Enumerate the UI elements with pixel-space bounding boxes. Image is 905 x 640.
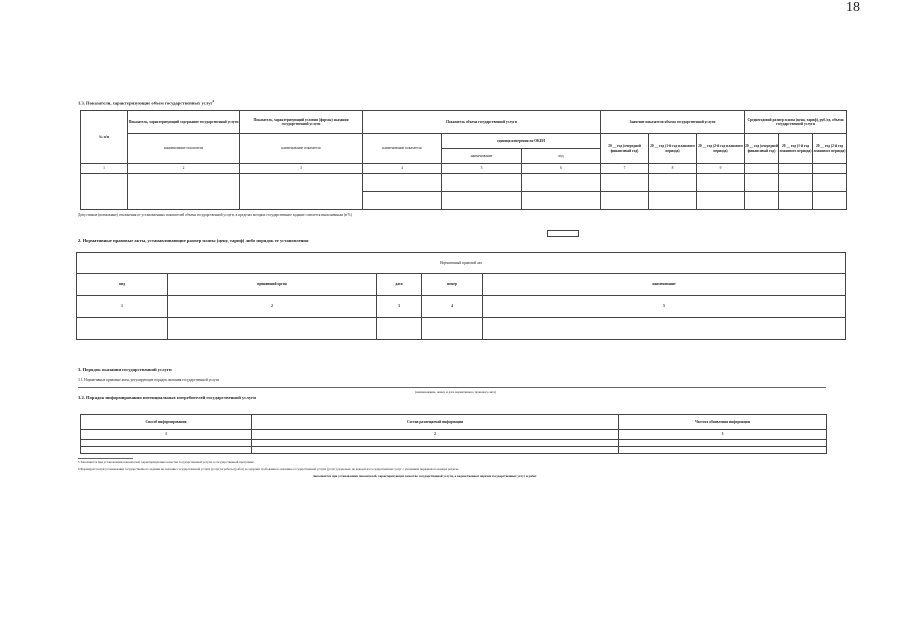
data-cell <box>252 447 619 454</box>
th-value-1: 20 __ год (очередной финансовый год) <box>601 134 649 164</box>
th-value-2: 20 __ год (1-й год планового периода) <box>649 134 697 164</box>
index-cell: 7 <box>601 164 649 174</box>
data-cell <box>601 192 649 210</box>
th-content: Показатель, характеризующий содержание государственной услуги <box>128 111 240 134</box>
data-cell <box>813 192 847 210</box>
legal-acts-table <box>76 252 846 340</box>
page-number: 18 <box>846 0 860 15</box>
data-cell <box>483 318 846 340</box>
th-unit-name: наименование <box>442 149 522 164</box>
th-type: вид <box>77 274 168 296</box>
data-cell <box>601 174 649 192</box>
th-price-2: 20 __ год (1-й год планового периода) <box>779 134 813 164</box>
data-cell <box>745 192 779 210</box>
th-composition: Состав размещаемой информации <box>252 415 619 430</box>
data-cell <box>81 174 128 210</box>
index-cell: 4 <box>363 164 442 174</box>
section-3-1-caption: (наименование, номер и дата нормативного правового акта) <box>415 390 497 394</box>
data-cell <box>619 440 827 447</box>
th-price: Среднегодовой размер платы (цена, тариф), руб./ед. объема государственной услуги <box>745 111 847 134</box>
th-unit-code: код <box>522 149 601 164</box>
index-cell: 1 <box>77 296 168 318</box>
th-method: Способ информирования <box>81 415 252 430</box>
index-cell: 1 <box>81 430 252 440</box>
th-frequency: Частота обновления информации <box>619 415 827 430</box>
index-cell: 3 <box>619 430 827 440</box>
section-1-3-heading-text: 1.3. Показатели, характеризующие объем государственных услуг <box>78 100 213 106</box>
index-cell: 3 <box>377 296 422 318</box>
data-cell <box>81 440 252 447</box>
index-cell: 4 <box>422 296 483 318</box>
data-cell <box>813 174 847 192</box>
index-cell: 2 <box>168 296 377 318</box>
section-3-2-label: 3.2. Порядок информирования потенциальных потребителей государственной услуги <box>78 395 256 400</box>
footnote-6: 6 Формируется при установлении государственного задания на оказание государственной услуги (услуг) и работы (работ) и содержит требования к оказанию государственной услуги (услуг) раздельно по каждой из государственных услуг с указанием порядкового номера раздела. <box>78 467 459 471</box>
data-cell <box>77 318 168 340</box>
volume-indicators-table <box>80 110 847 210</box>
th-value-3: 20 __ год (2-й год планового периода) <box>697 134 745 164</box>
data-cell <box>240 174 363 210</box>
data-cell <box>377 318 422 340</box>
data-cell <box>779 174 813 192</box>
th-act-number: номер <box>422 274 483 296</box>
empty-cell <box>779 164 813 174</box>
footnote-5: 5 Заполняется при установлении показателей, характеризующих качество государственной услуги, в государственной программе. <box>78 460 255 464</box>
index-cell: 2 <box>128 164 240 174</box>
deviation-input[interactable] <box>547 230 579 237</box>
data-cell <box>649 192 697 210</box>
th-indicator-name: наименование показателя <box>363 134 442 164</box>
data-cell <box>697 174 745 192</box>
data-cell <box>422 318 483 340</box>
data-cell <box>128 174 240 210</box>
footnote-7: Заполняется при установлении показателей, характеризующих качество государственной услуги, в ведомственном перечне государственных услуг и работ <box>313 474 537 478</box>
th-price-3: 20 __ год (2-й год планового периода) <box>813 134 847 164</box>
data-cell <box>252 440 619 447</box>
th-unit: единица измерения по ОКЕИ <box>442 134 601 149</box>
th-conditions-name: наименование показателя <box>240 134 363 164</box>
data-cell <box>619 447 827 454</box>
th-volume: Показатель объема государственной услуги <box>363 111 601 134</box>
index-cell: 6 <box>522 164 601 174</box>
data-cell <box>649 174 697 192</box>
data-cell <box>81 447 252 454</box>
deviation-note: Допустимые (возможные) отклонения от установленных показателей объема государственной услуги, в пределах которых государственное задание считается выполненным (в %) <box>78 213 352 217</box>
data-cell <box>363 192 442 210</box>
index-cell: 5 <box>442 164 522 174</box>
th-number: № п/п <box>81 111 128 164</box>
empty-cell <box>745 164 779 174</box>
index-cell: 1 <box>81 164 128 174</box>
footnote-separator <box>78 458 133 459</box>
data-cell <box>745 174 779 192</box>
data-cell <box>697 192 745 210</box>
section-3-1-label: 3.1. Нормативные правовые акты, регулирующие порядок оказания государственной услуги <box>78 378 220 382</box>
index-cell: 5 <box>483 296 846 318</box>
informing-table <box>80 414 827 454</box>
data-cell <box>522 192 601 210</box>
th-date: дата <box>377 274 422 296</box>
data-cell <box>442 174 522 192</box>
section-2-heading: 2. Нормативные правовые акты, устанавливающие размер платы (цену, тариф) либо порядок ее установления <box>78 238 309 243</box>
section-3-heading: 3. Порядок оказания государственной услуги <box>78 367 172 372</box>
th-conditions: Показатель, характеризующий условия (формы) оказания государственной услуги <box>240 111 363 134</box>
section-1-3-heading <box>78 99 214 106</box>
legal-acts-title: Нормативный правовой акт <box>77 253 846 274</box>
index-cell: 8 <box>649 164 697 174</box>
index-cell: 3 <box>240 164 363 174</box>
data-cell <box>363 174 442 192</box>
th-values: Значение показателя объема государственной услуги <box>601 111 745 134</box>
th-act-name: наименование <box>483 274 846 296</box>
index-cell: 9 <box>697 164 745 174</box>
index-cell: 2 <box>252 430 619 440</box>
data-cell <box>442 192 522 210</box>
data-cell <box>779 192 813 210</box>
data-cell <box>522 174 601 192</box>
section-3-1-underline <box>78 387 826 388</box>
data-cell <box>168 318 377 340</box>
th-authority: принявший орган <box>168 274 377 296</box>
th-price-1: 20 __ год (очередной финансовый год) <box>745 134 779 164</box>
empty-cell <box>813 164 847 174</box>
th-content-name: наименование показателя <box>128 134 240 164</box>
section-1-3-heading-sup: 6 <box>212 99 215 103</box>
